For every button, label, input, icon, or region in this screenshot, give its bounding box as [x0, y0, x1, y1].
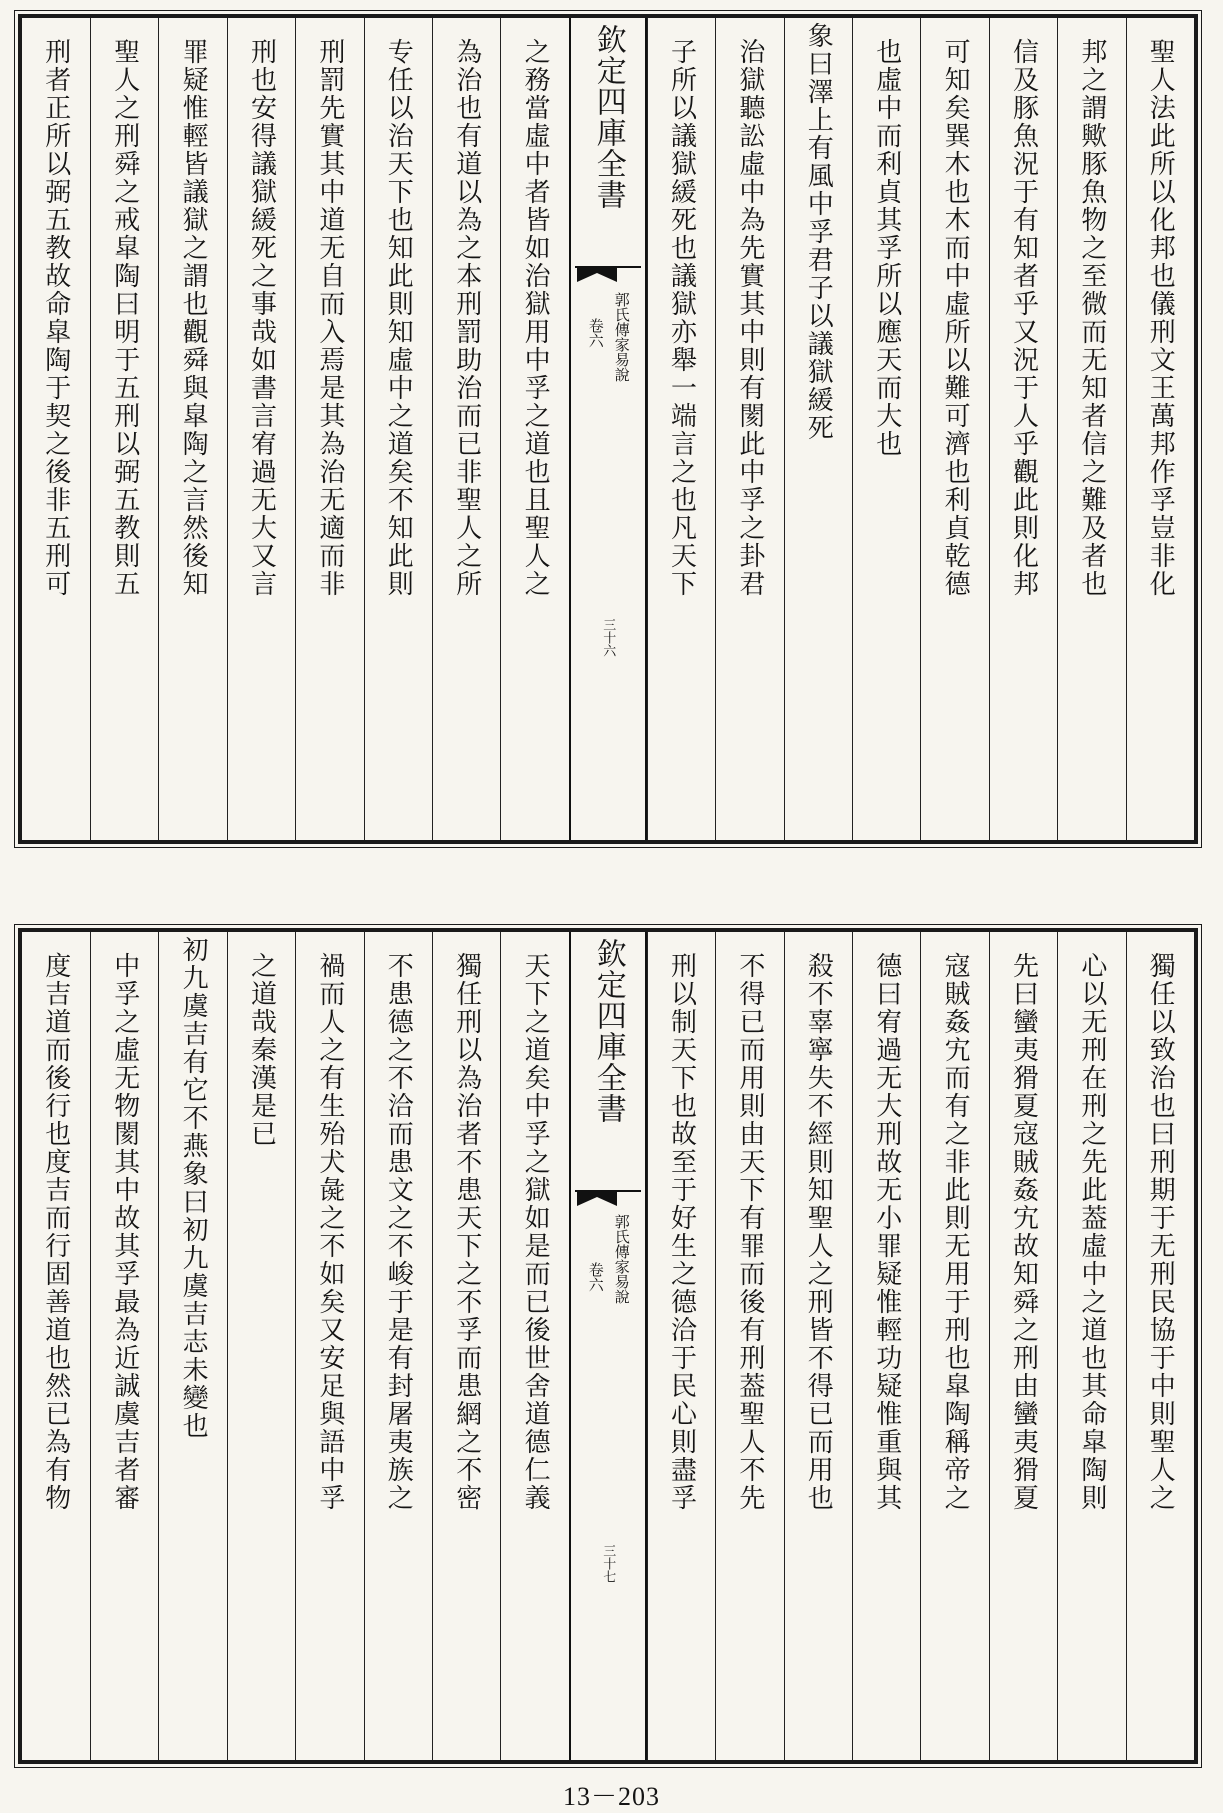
column-text: 中孚之虛无物閡其中故其孚最為近誠虞吉者審 [109, 952, 140, 1512]
text-column [90, 18, 158, 840]
column-text: 先曰蠻夷猾夏寇賊姦宄故知舜之刑由蠻夷猾夏 [1008, 952, 1039, 1512]
text-column [22, 932, 90, 1760]
column-text: 象曰澤上有風中孚君子以議獄緩死 [803, 22, 834, 442]
upper-page [18, 14, 1198, 844]
column-text: 子所以議獄緩死也議獄亦舉一端言之也凡天下 [666, 38, 697, 598]
text-column [784, 18, 852, 840]
text-column [295, 18, 363, 840]
text-column [989, 18, 1057, 840]
column-text: 不得已而用則由天下有罪而後有刑葢聖人不先 [734, 952, 765, 1512]
text-column [647, 932, 715, 1760]
text-column [158, 18, 226, 840]
lower-page [18, 928, 1198, 1764]
column-text: 聖人之刑舜之戒皐陶曰明于五刑以弼五教則五 [109, 38, 140, 598]
text-column [500, 932, 568, 1760]
center-margin [569, 932, 647, 1760]
volume-label: 卷六 [586, 1262, 605, 1292]
collection-title: 欽定四庫全書 [590, 24, 626, 210]
text-column [1126, 932, 1194, 1760]
text-column [158, 932, 226, 1760]
text-column [647, 18, 715, 840]
text-column [90, 932, 158, 1760]
text-column [989, 932, 1057, 1760]
column-text: 刑罰先實其中道无自而入焉是其為治无適而非 [314, 38, 345, 598]
book-title: 郭氏傳家易說 [612, 1214, 631, 1304]
column-text: 罪疑惟輕皆議獄之謂也觀舜與皐陶之言然後知 [178, 38, 209, 598]
column-text: 獨任刑以為治者不患天下之不孚而患網之不密 [451, 952, 482, 1512]
column-text: 刑以制天下也故至于好生之德洽于民心則盡孚 [666, 952, 697, 1512]
column-text: 聖人法此所以化邦也儀刑文王萬邦作孚豈非化 [1145, 38, 1176, 598]
text-column [22, 18, 90, 840]
column-text: 刑也安得議獄緩死之事哉如書言宥過无大又言 [246, 38, 277, 598]
text-column [715, 932, 783, 1760]
volume-label: 卷六 [586, 318, 605, 348]
book-title: 郭氏傳家易說 [612, 292, 631, 382]
column-text: 可知矣巽木也木而中虛所以難可濟也利貞乾德 [940, 38, 971, 598]
text-column [852, 18, 920, 840]
column-text: 刑者正所以弼五教故命皐陶于契之後非五刑可 [40, 38, 71, 598]
column-text: 也虛中而利貞其孚所以應天而大也 [871, 38, 902, 458]
column-text: 治獄聽訟虛中為先實其中則有閡此中孚之卦君 [734, 38, 765, 598]
column-text: 度吉道而後行也度吉而行固善道也然已為有物 [40, 952, 71, 1512]
column-text: 不患德之不洽而患文之不峻于是有封屠夷族之 [383, 952, 414, 1512]
text-column [1126, 18, 1194, 840]
column-text: 邦之謂歟豚魚物之至微而无知者信之難及者也 [1076, 38, 1107, 598]
text-column [500, 18, 568, 840]
text-column [920, 18, 988, 840]
fish-tail-mark [577, 268, 617, 282]
text-column [227, 18, 295, 840]
text-column [364, 18, 432, 840]
text-column [715, 18, 783, 840]
text-column [227, 932, 295, 1760]
text-column [432, 932, 500, 1760]
column-text: 之務當虛中者皆如治獄用中孚之道也且聖人之 [520, 38, 551, 598]
column-text: 殺不辜寧失不經則知聖人之刑皆不得已而用也 [803, 952, 834, 1512]
folio-number: 三十七 [600, 1544, 616, 1583]
text-column [295, 932, 363, 1760]
column-text: 獨任以致治也曰刑期于无刑民協于中則聖人之 [1145, 952, 1176, 1512]
column-text: 之道哉秦漢是已 [246, 952, 277, 1148]
center-margin [569, 18, 647, 840]
folio-number: 三十六 [600, 618, 616, 657]
page-number: 13－203 [562, 1782, 660, 1811]
column-text: 信及豚魚況于有知者乎又況于人乎觀此則化邦 [1008, 38, 1039, 598]
text-column [1057, 932, 1125, 1760]
collection-title: 欽定四庫全書 [590, 938, 626, 1124]
text-column [1057, 18, 1125, 840]
column-text: 天下之道矣中孚之獄如是而已後世舍道德仁義 [520, 952, 551, 1512]
text-column [364, 932, 432, 1760]
column-text: 寇賊姦宄而有之非此則无用于刑也皐陶稱帝之 [940, 952, 971, 1512]
text-column [920, 932, 988, 1760]
text-column [852, 932, 920, 1760]
column-text: 禍而人之有生殆犬彘之不如矣又安足與語中孚 [314, 952, 345, 1512]
column-text: 心以无刑在刑之先此葢虛中之道也其命皐陶則 [1076, 952, 1107, 1512]
column-text: 為治也有道以為之本刑罰助治而已非聖人之所 [451, 38, 482, 598]
column-text: 初九虞吉有它不燕象曰初九虞吉志未變也 [178, 936, 209, 1440]
text-column [432, 18, 500, 840]
column-text: 德曰宥過无大刑故无小罪疑惟輕功疑惟重與其 [871, 952, 902, 1512]
fish-tail-mark [577, 1192, 617, 1206]
column-text: 专任以治天下也知此則知虛中之道矣不知此則 [383, 38, 414, 598]
text-column [784, 932, 852, 1760]
